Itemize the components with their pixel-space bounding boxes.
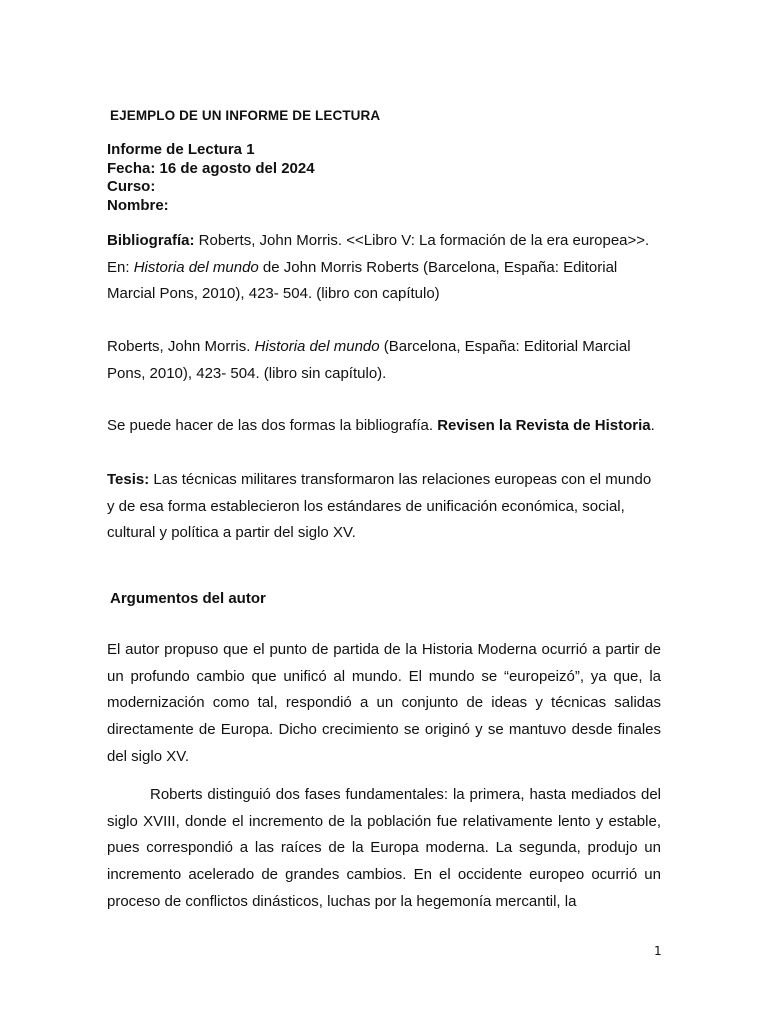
arguments-paragraph-1: El autor propuso que el punto de partida de la Historia Moderna ocurrió a partir de un profundo cambio que unificó al mundo. El mundo se “europeizó”, ya que, la modernización como tal, respondió a un conjunto de ideas y técnicas salidas directamente de Europa. Dicho crecimiento se originó y se mantuvo desde finales del siglo XV.	[107, 641, 661, 765]
arguments-heading: Argumentos del autor	[110, 590, 266, 607]
book-title: Historia del mundo	[133, 258, 259, 276]
report-course: Curso:	[107, 178, 156, 195]
report-number: Informe de Lectura 1	[107, 141, 255, 158]
thesis-label: Tesis:	[107, 471, 150, 488]
bibliography-entry-1: Bibliografía: Roberts, John Morris. <<Libro V: La formación de la era europea>>. En: Historia del mundo de John Morris Roberts (Barcelona, España: Editorial Marcial Pons, 2010), 423- 504. (libro con capítulo)	[107, 232, 650, 303]
journal-reference: Revisen la Revista de Historia	[437, 417, 651, 434]
page-number: 1	[654, 944, 662, 958]
report-name: Nombre:	[107, 196, 169, 214]
arguments-paragraph-2: Roberts distinguió dos fases fundamentales: la primera, hasta mediados del siglo XVIII, donde el incremento de la población fue relativamente lento y estable, pues correspondió a las raíces de la Europa moderna. La segunda, produjo un incremento acelerado de grandes cambios. En el occidente europeo ocurrió un proceso de conflictos dinásticos, luchas por la hegemonía mercantil, la	[107, 786, 661, 910]
book-title: Historia del mundo	[254, 338, 380, 355]
bibliography-note: Se puede hacer de las dos formas la bibliografía. Revisen la Revista de Historia.	[107, 417, 655, 434]
document-title: EJEMPLO DE UN INFORME DE LECTURA	[110, 108, 381, 123]
report-info	[107, 141, 315, 215]
bibliography-entry-2: Roberts, John Morris. Historia del mundo (Barcelona, España: Editorial Marcial Pons, 2010), 423- 504. (libro sin capítulo).	[107, 338, 631, 382]
report-date: Fecha: 16 de agosto del 2024	[107, 159, 315, 177]
bibliography-label: Bibliografía:	[107, 232, 195, 249]
thesis-paragraph: Tesis: Las técnicas militares transformaron las relaciones europeas con el mundo y de esa forma establecieron los estándares de unificación económica, social, cultural y política a partir del siglo XV.	[107, 471, 652, 542]
